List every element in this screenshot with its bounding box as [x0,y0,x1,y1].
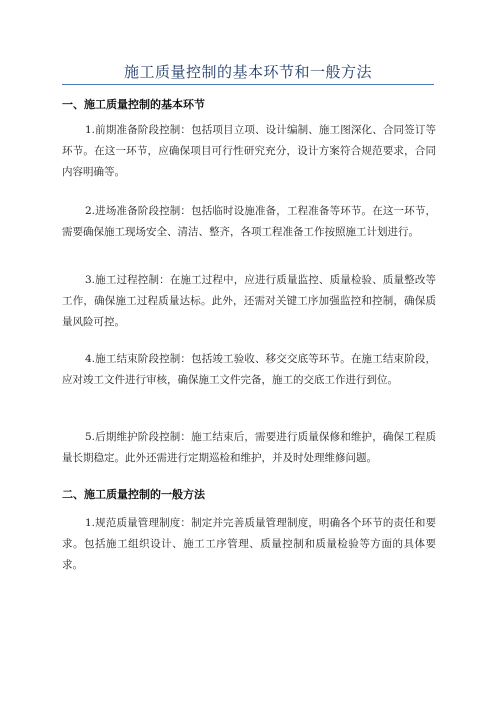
section-heading-general-methods: 二、施工质量控制的一般方法 [62,488,205,501]
paragraph-quality-management-system: 1.规范质量管理制度：制定并完善质量管理制度，明确各个环节的责任和要求。包括施工组织设计、施工工序管理、质量控制和质量检验等方面的具体要求。 [62,517,436,571]
paragraph-construction-process: 3.施工过程控制：在施工过程中，应进行质量监控、质量检验、质量整改等工作，确保施工过程质量达标。此外，还需对关键工序加强监控和控制，确保质量风险可控。 [62,274,436,328]
paragraph-preparation-stage: 1.前期准备阶段控制：包括项目立项、设计编制、施工图深化、合同签订等环节。在这一环节，应确保项目可行性研究充分，设计方案符合规范要求，合同内容明确等。 [62,124,436,178]
title-underline [62,84,434,85]
paragraph-site-entry-stage: 2.进场准备阶段控制：包括临时设施准备，工程准备等环节。在这一环节，需要确保施工现场安全、清洁、整齐，各项工程准备工作按照施工计划进行。 [62,205,436,238]
document-title: 施工质量控制的基本环节和一般方法 [123,63,372,81]
section-heading-basic-steps: 一、施工质量控制的基本环节 [62,98,205,111]
paragraph-completion-stage: 4.施工结束阶段控制：包括竣工验收、移交交底等环节。在施工结束阶段，应对竣工文件进行审核，确保施工文件完备，施工的交底工作进行到位。 [62,353,436,386]
paragraph-maintenance-stage: 5.后期维护阶段控制：施工结束后，需要进行质量保修和维护，确保工程质量长期稳定。此外还需进行定期巡检和维护，并及时处理维修问题。 [62,431,436,464]
